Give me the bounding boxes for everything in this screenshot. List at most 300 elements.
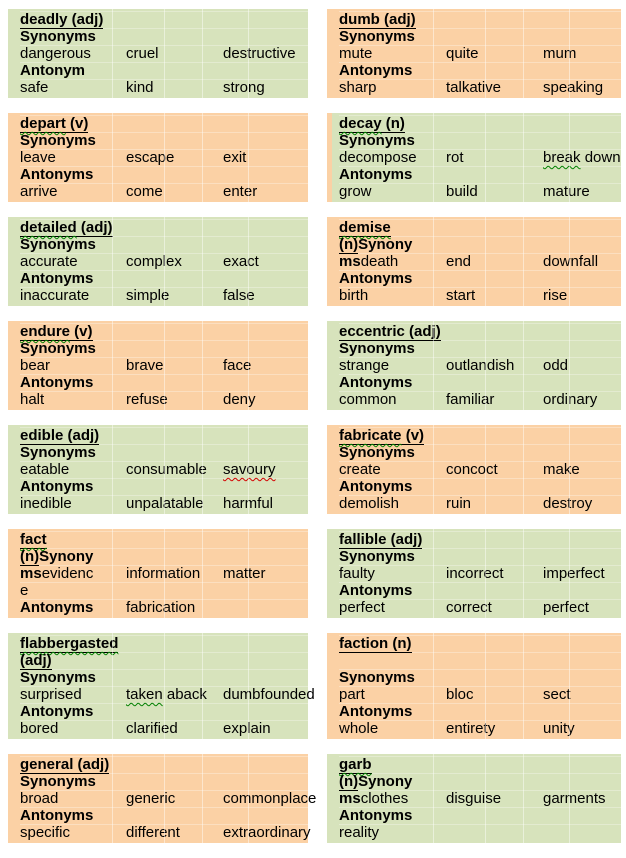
- word-header-wrap-cell-1: [20, 548, 126, 565]
- synonyms-row-cell-3: [543, 45, 621, 62]
- text-run: (v): [65, 115, 89, 132]
- antonyms-label-cell-2: [446, 703, 543, 720]
- synonyms-row-cell-1: [20, 357, 126, 374]
- synonyms-row-cell-1: [339, 686, 446, 703]
- text-run: disguise: [446, 790, 502, 807]
- synonyms-row: [20, 45, 308, 62]
- word-header-wrap-cell-2: [446, 773, 543, 790]
- antonyms-row-cell-3: [223, 391, 308, 408]
- word-header-cell-1: [20, 11, 126, 28]
- word-header-cell-3: [543, 11, 621, 28]
- word-header-wrap-cell-1: [339, 773, 446, 790]
- synonyms-row-cell-3: [223, 686, 315, 703]
- antonyms-label-cell-3: [543, 374, 621, 391]
- text-run: decompose: [339, 149, 417, 166]
- word-header-cell-3: [223, 219, 308, 236]
- synonyms-label: [339, 669, 621, 686]
- text-run: Synonyms: [20, 236, 96, 253]
- antonyms-label-cell-1: [20, 374, 126, 391]
- antonyms-label-cell-1: [20, 478, 126, 495]
- text-run: familiar: [446, 391, 495, 408]
- synonyms-label-cell-2: [126, 773, 223, 790]
- word-block-depart: [8, 113, 308, 202]
- synonyms-label-cell-2: [126, 236, 223, 253]
- text-run: (n): [339, 773, 359, 790]
- text-run: Antonyms: [339, 478, 413, 495]
- synonyms-label-cell-2: [126, 340, 223, 357]
- antonyms-row: [20, 287, 308, 304]
- word-header-cell-3: [223, 756, 308, 773]
- antonyms-label-cell-1: [20, 166, 126, 183]
- synonyms-label-cell-1: [20, 340, 126, 357]
- synonyms-row-cell-2: [126, 461, 223, 478]
- word-header-cell-1: [339, 323, 446, 340]
- text-run: ruin: [446, 495, 472, 512]
- word-header: [20, 323, 308, 340]
- antonyms-label: [339, 703, 621, 720]
- antonyms-label-cell-1: [20, 62, 126, 79]
- text-run: ordinary: [543, 391, 598, 408]
- text-run: common: [339, 391, 397, 408]
- wrap-row-cell-1: [20, 582, 126, 599]
- antonyms-label-cell-1: [339, 807, 446, 824]
- text-run: kind: [126, 79, 154, 96]
- synonyms-row-cell-3: [223, 253, 308, 270]
- antonyms-row-cell-3: [543, 287, 621, 304]
- antonyms-label-cell-3: [543, 807, 621, 824]
- text-run: Antonyms: [339, 62, 413, 79]
- text-run: demolish: [339, 495, 400, 512]
- antonyms-row-cell-2: [126, 599, 223, 616]
- antonyms-label-cell-1: [339, 270, 446, 287]
- synonyms-row: [339, 149, 621, 166]
- word-block-eccentric: [327, 321, 621, 410]
- text-run: false: [223, 287, 255, 304]
- text-run: death: [360, 253, 399, 270]
- synonyms-row: [20, 686, 315, 703]
- antonyms-row-cell-1: [20, 720, 126, 737]
- text-run: ms: [339, 253, 361, 270]
- word-block-demise: [327, 217, 621, 306]
- synonyms-row-cell-2: [446, 565, 543, 582]
- text-run: bloc: [446, 686, 474, 703]
- antonyms-row-cell-2: [126, 824, 223, 841]
- antonyms-row-cell-2: [446, 824, 543, 841]
- text-run: general (adj): [20, 756, 110, 773]
- text-run: flabbergasted: [20, 635, 119, 652]
- text-run: Synonyms: [339, 340, 415, 357]
- synonyms-row: [339, 357, 621, 374]
- text-run: mum: [543, 45, 577, 62]
- synonyms-row-cell-2: [446, 790, 543, 807]
- word-header-cell-1: [339, 11, 446, 28]
- synonyms-label-cell-2: [126, 132, 223, 149]
- text-run: strong: [223, 79, 265, 96]
- text-run: make: [543, 461, 580, 478]
- word-header-cell-1: [339, 531, 446, 548]
- text-run: fabrication: [126, 599, 196, 616]
- text-run: eatable: [20, 461, 70, 478]
- column-right: [327, 9, 621, 858]
- antonyms-label-cell-2: [446, 62, 543, 79]
- synonyms-label-cell-1: [20, 236, 126, 253]
- synonyms-label-cell-3: [543, 340, 621, 357]
- antonyms-label-cell-3: [223, 62, 308, 79]
- antonyms-row-cell-1: [339, 287, 446, 304]
- text-run: Synonyms: [20, 28, 96, 45]
- antonyms-label: [339, 270, 621, 287]
- synonyms-label-cell-1: [339, 340, 446, 357]
- antonyms-row-cell-3: [543, 495, 621, 512]
- synonyms-label-cell-2: [446, 340, 543, 357]
- antonyms-label-cell-3: [223, 270, 308, 287]
- word-block-endure: [8, 321, 308, 410]
- text-run: talkative: [446, 79, 502, 96]
- text-run: surprised: [20, 686, 82, 703]
- antonyms-row-cell-2: [446, 183, 543, 200]
- synonyms-label-cell-2: [446, 548, 543, 565]
- antonyms-label-cell-3: [223, 807, 308, 824]
- synonyms-label-cell-3: [223, 236, 308, 253]
- antonyms-row-cell-3: [543, 720, 621, 737]
- word-header-cell-3: [543, 531, 621, 548]
- antonyms-row-cell-3: [543, 599, 621, 616]
- antonyms-row-cell-1: [339, 183, 446, 200]
- text-run: down: [580, 149, 621, 166]
- text-run: dumb (adj): [339, 11, 416, 28]
- text-run: deny: [223, 391, 256, 408]
- synonyms-row-cell-2: [126, 149, 223, 166]
- antonyms-row-cell-2: [126, 391, 223, 408]
- antonyms-label-cell-2: [126, 703, 223, 720]
- synonyms-label-cell-2: [446, 444, 543, 461]
- synonyms-label-cell-1: [20, 669, 126, 686]
- synonyms-row-cell-2: [126, 357, 223, 374]
- text-run: leave: [20, 149, 56, 166]
- synonyms-row-cell-1: [20, 45, 126, 62]
- synonyms-row-cell-2: [446, 149, 543, 166]
- antonyms-label-cell-1: [339, 374, 446, 391]
- antonyms-label-cell-3: [543, 270, 621, 287]
- synonyms-label-cell-1: [20, 28, 126, 45]
- antonyms-row: [20, 495, 308, 512]
- antonyms-row-cell-3: [543, 391, 621, 408]
- text-run: strange: [339, 357, 390, 374]
- word-header-cell-2: [446, 635, 543, 652]
- synonyms-row-cell-3: [223, 45, 308, 62]
- synonyms-label: [20, 669, 308, 686]
- antonyms-row: [339, 391, 621, 408]
- antonyms-label-cell-3: [543, 478, 621, 495]
- antonyms-label-cell-3: [223, 478, 308, 495]
- word-header: [339, 531, 621, 548]
- antonyms-row-cell-1: [20, 599, 126, 616]
- word-header-wrap: [339, 773, 621, 790]
- text-run: aback: [162, 686, 207, 703]
- antonyms-row-cell-1: [339, 495, 446, 512]
- text-run: Antonyms: [20, 599, 94, 616]
- synonyms-label-cell-2: [446, 669, 543, 686]
- text-run: incorrect: [446, 565, 504, 582]
- antonyms-row: [339, 287, 621, 304]
- text-run: (v): [70, 323, 93, 340]
- synonyms-label-cell-3: [223, 132, 308, 149]
- text-run: escape: [126, 149, 175, 166]
- text-run: different: [126, 824, 180, 841]
- antonyms-label-cell-2: [446, 374, 543, 391]
- text-run: Synonyms: [20, 444, 96, 461]
- synonyms-row-cell-1: [339, 790, 446, 807]
- synonyms-label-cell-2: [126, 28, 223, 45]
- text-run: ms: [20, 565, 42, 582]
- word-header-cell-3: [223, 531, 308, 548]
- word-block-fallible: [327, 529, 621, 618]
- text-run: create: [339, 461, 381, 478]
- antonyms-label-cell-1: [339, 703, 446, 720]
- synonyms-row-cell-1: [20, 149, 126, 166]
- text-run: grow: [339, 183, 372, 200]
- antonyms-row: [339, 824, 621, 841]
- synonyms-label-cell-1: [339, 28, 446, 45]
- text-run: Synonyms: [20, 340, 96, 357]
- text-run: Synony: [358, 236, 413, 253]
- text-run: inaccurate: [20, 287, 90, 304]
- synonyms-label-cell-3: [223, 669, 308, 686]
- antonyms-row-cell-2: [446, 495, 543, 512]
- synonyms-label-cell-1: [339, 669, 446, 686]
- word-header-cell-2: [126, 531, 223, 548]
- word-header-cell-3: [543, 323, 621, 340]
- word-header-cell-1: [339, 756, 446, 773]
- word-header-cell-2: [446, 115, 543, 132]
- text-run: come: [126, 183, 163, 200]
- synonyms-label-cell-3: [543, 548, 621, 565]
- synonyms-row-cell-1: [20, 790, 126, 807]
- text-run: whole: [339, 720, 379, 737]
- synonyms-row: [20, 149, 308, 166]
- antonyms-row-cell-3: [543, 79, 621, 96]
- text-run: (n): [381, 115, 405, 132]
- synonyms-label: [339, 132, 621, 149]
- synonyms-label: [339, 444, 621, 461]
- synonyms-label: [339, 340, 621, 357]
- antonyms-label-cell-3: [223, 166, 308, 183]
- word-header: [20, 427, 308, 444]
- text-run: rot: [446, 149, 464, 166]
- text-run: Antonyms: [339, 807, 413, 824]
- antonyms-label-cell-3: [223, 703, 308, 720]
- text-run: sharp: [339, 79, 377, 96]
- antonyms-label: [339, 582, 621, 599]
- word-header-wrap-cell-2: [126, 652, 223, 669]
- word-header-cell-1: [20, 323, 126, 340]
- word-header: [20, 635, 308, 652]
- synonyms-label-cell-1: [339, 548, 446, 565]
- antonyms-row-cell-2: [446, 391, 543, 408]
- text-run: Synony: [358, 773, 413, 790]
- antonyms-row-cell-2: [126, 495, 223, 512]
- antonyms-label-cell-2: [126, 270, 223, 287]
- synonyms-row-cell-3: [543, 790, 621, 807]
- text-run: Antonyms: [20, 374, 94, 391]
- word-header-cell-1: [339, 427, 446, 444]
- text-run: bored: [20, 720, 59, 737]
- synonyms-row-cell-3: [543, 149, 621, 166]
- text-run: unity: [543, 720, 575, 737]
- wrap-row: [20, 582, 308, 599]
- synonyms-label-cell-2: [126, 669, 223, 686]
- text-run: Antonyms: [339, 582, 413, 599]
- text-run: entirety: [446, 720, 496, 737]
- synonyms-label-cell-2: [446, 28, 543, 45]
- antonyms-row-cell-1: [339, 391, 446, 408]
- word-header-wrap-cell-3: [543, 236, 621, 253]
- antonyms-row-cell-1: [20, 183, 126, 200]
- antonyms-row-cell-2: [446, 720, 543, 737]
- word-header-cell-3: [543, 115, 621, 132]
- antonyms-row: [20, 79, 308, 96]
- antonyms-row-cell-1: [20, 824, 126, 841]
- synonyms-row-cell-1: [20, 461, 126, 478]
- synonyms-row: [339, 461, 621, 478]
- text-run: information: [126, 565, 201, 582]
- word-header-wrap-cell-3: [223, 548, 308, 565]
- text-run: exit: [223, 149, 247, 166]
- word-header-wrap-cell-2: [126, 548, 223, 565]
- word-block-flabbergasted: [8, 633, 315, 739]
- text-run: Antonyms: [339, 166, 413, 183]
- text-run: Synonyms: [339, 28, 415, 45]
- synonyms-row-cell-1: [339, 149, 446, 166]
- text-run: mature: [543, 183, 590, 200]
- antonyms-label-cell-2: [446, 478, 543, 495]
- synonyms-row-cell-3: [223, 565, 308, 582]
- text-run: bear: [20, 357, 51, 374]
- antonyms-label: [339, 374, 621, 391]
- word-header-cell-2: [126, 756, 223, 773]
- text-run: inedible: [20, 495, 72, 512]
- text-run: Antonyms: [339, 703, 413, 720]
- antonyms-label-cell-1: [339, 582, 446, 599]
- text-run: generic: [126, 790, 176, 807]
- antonyms-label: [339, 807, 621, 824]
- text-run: deadly (adj): [20, 11, 104, 28]
- word-header-wrap-cell-1: [20, 652, 126, 669]
- text-run: Synony: [39, 548, 94, 565]
- text-run: accurate: [20, 253, 78, 270]
- text-run: Synonyms: [20, 132, 96, 149]
- text-run: fabricate: [339, 427, 402, 444]
- antonyms-label-cell-2: [126, 166, 223, 183]
- text-run: clarified: [126, 720, 178, 737]
- text-run: savoury: [223, 461, 276, 478]
- antonyms-label-cell-2: [446, 166, 543, 183]
- word-header-cell-2: [126, 11, 223, 28]
- text-run: reality: [339, 824, 380, 841]
- text-run: matter: [223, 565, 266, 582]
- antonyms-row-cell-3: [223, 824, 311, 841]
- text-run: Synonyms: [20, 773, 96, 790]
- antonyms-row-cell-1: [20, 287, 126, 304]
- text-run: break: [543, 149, 581, 166]
- word-header-cell-1: [20, 756, 126, 773]
- word-header-cell-3: [543, 756, 621, 773]
- word-block-fact: [8, 529, 308, 618]
- antonyms-label-cell-2: [446, 807, 543, 824]
- word-block-detailed: [8, 217, 308, 306]
- synonyms-row-cell-2: [126, 253, 223, 270]
- text-run: extraordinary: [223, 824, 311, 841]
- blank-row-cell-3: [543, 652, 621, 669]
- text-run: Antonyms: [20, 807, 94, 824]
- antonyms-row-cell-3: [223, 79, 308, 96]
- antonyms-label: [20, 478, 308, 495]
- text-run: end: [446, 253, 472, 270]
- synonyms-row-cell-2: [446, 686, 543, 703]
- text-run: perfect: [543, 599, 589, 616]
- antonyms-row-cell-1: [339, 79, 446, 96]
- text-run: exact: [223, 253, 259, 270]
- antonyms-row-cell-1: [20, 79, 126, 96]
- text-run: Antonyms: [20, 478, 94, 495]
- text-run: (adj): [76, 219, 113, 236]
- word-block-deadly: [8, 9, 308, 98]
- antonyms-label-cell-2: [446, 582, 543, 599]
- synonyms-label: [20, 236, 308, 253]
- text-run: demise: [339, 219, 391, 236]
- synonyms-row: [20, 565, 308, 582]
- synonyms-label-cell-3: [223, 340, 308, 357]
- word-header-wrap: [339, 236, 621, 253]
- text-run: arrive: [20, 183, 58, 200]
- antonyms-row-cell-3: [223, 287, 308, 304]
- antonyms-row-cell-1: [20, 495, 126, 512]
- antonyms-label-cell-1: [20, 270, 126, 287]
- text-run: birth: [339, 287, 369, 304]
- antonyms-row: [339, 599, 621, 616]
- antonyms-label: [339, 478, 621, 495]
- word-header-wrap: [20, 548, 308, 565]
- text-run: quite: [446, 45, 479, 62]
- synonyms-row-cell-1: [339, 253, 446, 270]
- word-header-cell-3: [223, 427, 308, 444]
- text-run: Synonyms: [339, 669, 415, 686]
- antonyms-row-cell-1: [339, 599, 446, 616]
- text-run: consumable: [126, 461, 207, 478]
- word-header-wrap-cell-2: [446, 236, 543, 253]
- synonyms-label-cell-3: [223, 28, 308, 45]
- text-run: broad: [20, 790, 59, 807]
- text-run: odd: [543, 357, 569, 374]
- synonyms-row-cell-3: [223, 357, 308, 374]
- synonyms-label-cell-3: [543, 132, 621, 149]
- word-header-cell-3: [223, 11, 308, 28]
- synonyms-row-cell-1: [20, 253, 126, 270]
- synonyms-row-cell-2: [126, 790, 223, 807]
- text-run: fallible (adj): [339, 531, 423, 548]
- synonyms-label: [339, 28, 621, 45]
- word-header: [20, 531, 308, 548]
- word-header-wrap-cell-1: [339, 236, 446, 253]
- text-run: eccentric (adj): [339, 323, 441, 340]
- word-header-cell-3: [223, 323, 308, 340]
- text-run: clothes: [360, 790, 409, 807]
- antonyms-label-cell-1: [339, 62, 446, 79]
- antonyms-row-cell-2: [126, 720, 223, 737]
- text-run: complex: [126, 253, 182, 270]
- synonyms-label: [20, 773, 308, 790]
- word-header-cell-1: [20, 219, 126, 236]
